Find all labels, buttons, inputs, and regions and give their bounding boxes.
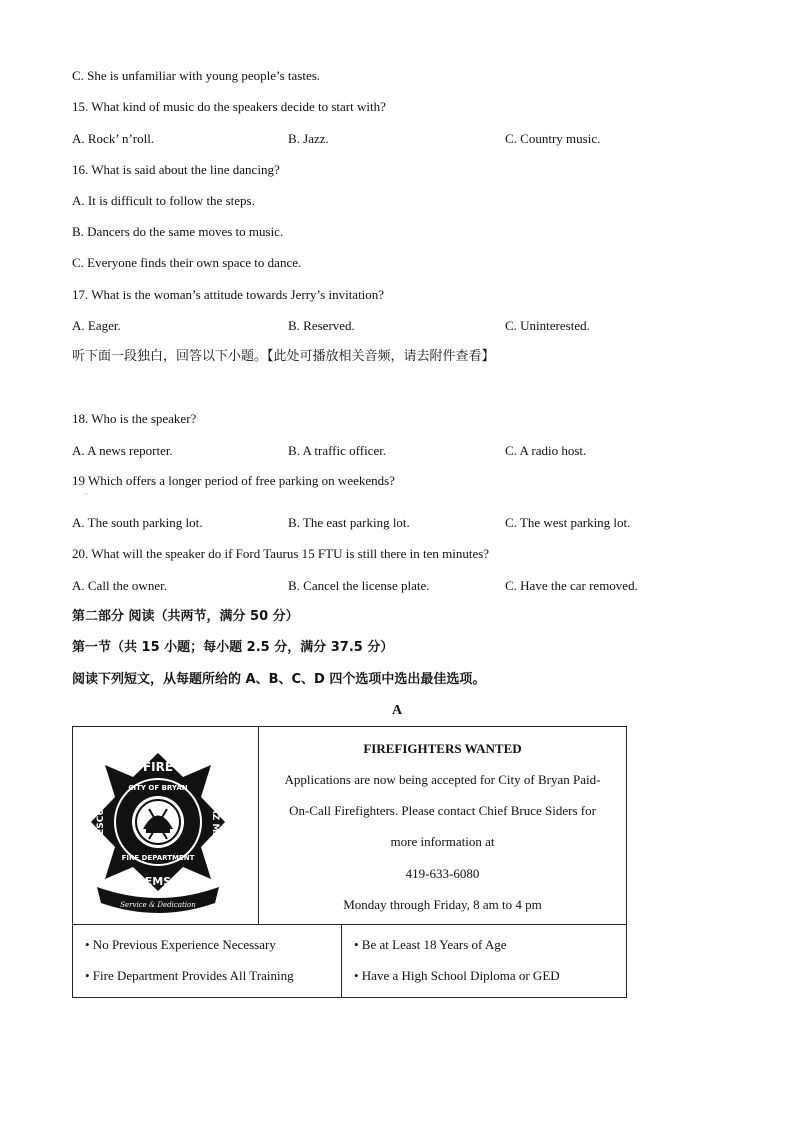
q19-question: 19 Which offers a longer period of free parking on weekends?	[72, 473, 395, 488]
monologue-instruction: 听下面一段独白，回答以下小题。【此处可播放相关音频，请去附件查看】	[72, 349, 495, 364]
part2-title: 第二部分 阅读（共两节，满分 50 分）	[72, 609, 299, 624]
q15-option-a: A. Rock’ n’roll.	[72, 131, 155, 146]
q19-mark: ·	[85, 490, 88, 499]
section1-title: 第一节（共 15 小题；每小题 2.5 分，满分 37.5 分）	[72, 640, 394, 655]
q17-option-b: B. Reserved.	[288, 318, 355, 333]
q15-option-c: C. Country music.	[505, 131, 601, 146]
q18-option-c: C. A radio host.	[505, 443, 587, 458]
ad-body-line-2: On-Call Firefighters. Please contact Chief Bruce Siders for	[289, 803, 596, 818]
requirement-item: • No Previous Experience Necessary	[85, 937, 276, 952]
ad-heading: FIREFIGHTERS WANTED	[363, 741, 522, 756]
maltese-cross-icon	[83, 747, 233, 917]
q15-option-b: B. Jazz.	[288, 131, 329, 146]
q16-question: 16. What is said about the line dancing?	[72, 162, 280, 177]
q18-question: 18. Who is the speaker?	[72, 411, 197, 426]
q19-option-a: A. The south parking lot.	[72, 515, 203, 530]
requirement-item: • Fire Department Provides All Training	[85, 968, 294, 983]
q16-option-c: C. Everyone finds their own space to dance.	[72, 255, 302, 270]
logo-text-top: FIRE	[142, 760, 174, 774]
logo-text-bottom: EMS	[144, 875, 172, 888]
q19-option-b: B. The east parking lot.	[288, 515, 410, 530]
reading-instruction: 阅读下列短文，从每题所给的 A、B、C、D 四个选项中选出最佳选项。	[72, 672, 486, 687]
ad-requirements	[73, 924, 626, 998]
ad-logo-cell	[73, 727, 259, 924]
firefighters-ad	[72, 726, 627, 998]
q16-option-b: B. Dancers do the same moves to music.	[72, 224, 284, 239]
q16-option-a: A. It is difficult to follow the steps.	[72, 193, 255, 208]
q17-option-c: C. Uninterested.	[505, 318, 590, 333]
logo-ring-bottom: FIRE DEPARTMENT	[121, 854, 195, 862]
q17-question: 17. What is the woman’s attitude towards Jerry’s invitation?	[72, 287, 385, 302]
q18-option-b: B. A traffic officer.	[288, 443, 387, 458]
passage-letter: A	[391, 703, 403, 718]
logo-text-right: HAZ MAT	[210, 799, 220, 845]
ad-body-line-3: more information at	[390, 834, 495, 849]
logo-banner: Service & Dedication	[120, 901, 196, 909]
q18-option-a: A. A news reporter.	[72, 443, 173, 458]
q20-option-c: C. Have the car removed.	[505, 578, 638, 593]
fire-department-logo	[83, 747, 233, 917]
q14-option-c: C. She is unfamiliar with young people’s tastes.	[72, 68, 321, 83]
ad-phone: 419-633-6080	[405, 866, 480, 881]
ad-requirements-left	[73, 925, 342, 998]
requirement-item: • Have a High School Diploma or GED	[354, 968, 560, 983]
logo-ring-top: CITY OF BRYAN	[128, 784, 188, 792]
q20-option-a: A. Call the owner.	[72, 578, 167, 593]
requirement-item: • Be at Least 18 Years of Age	[354, 937, 507, 952]
ad-info-cell	[259, 727, 626, 924]
q17-option-a: A. Eager.	[72, 318, 121, 333]
q15-question: 15. What kind of music do the speakers decide to start with?	[72, 99, 386, 114]
q20-question: 20. What will the speaker do if Ford Taurus 15 FTU is still there in ten minutes?	[72, 546, 490, 561]
q20-option-b: B. Cancel the license plate.	[288, 578, 430, 593]
logo-text-left: RESCUE	[96, 802, 106, 842]
ad-requirements-right	[342, 925, 626, 998]
ad-body-line-1: Applications are now being accepted for City of Bryan Paid-	[284, 772, 601, 787]
q19-option-c: C. The west parking lot.	[505, 515, 631, 530]
ad-hours: Monday through Friday, 8 am to 4 pm	[343, 897, 542, 912]
